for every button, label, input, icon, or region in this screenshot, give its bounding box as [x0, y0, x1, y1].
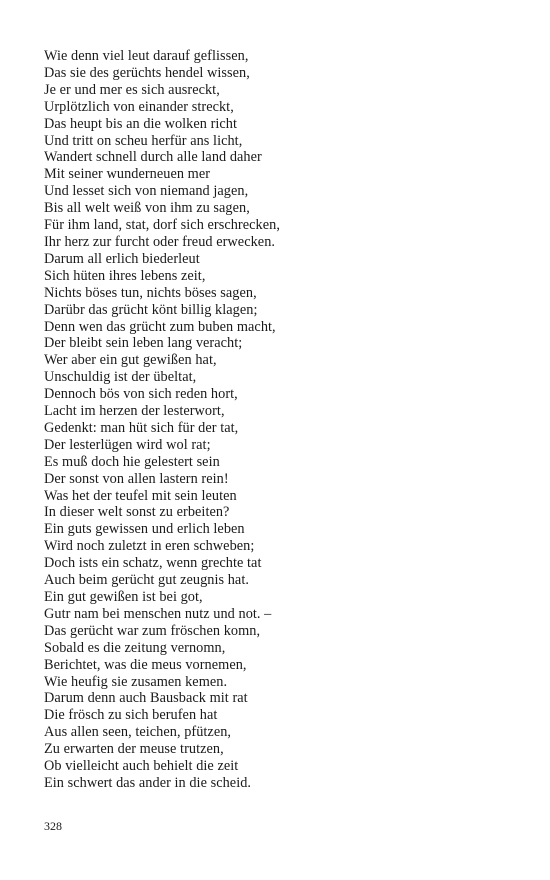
poem-line: Der sonst von allen lastern rein!	[44, 470, 229, 487]
poem-line: Wie heufig sie zusamen kemen.	[44, 673, 228, 690]
poem-line: Es muß doch hie gelestert sein	[44, 453, 220, 470]
poem-line: Gutr nam bei menschen nutz und not. –	[44, 605, 272, 622]
poem-line: Bis all welt weiß von ihm zu sagen,	[44, 200, 250, 217]
poem-text-block	[44, 48, 514, 792]
poem-line: Wandert schnell durch alle land daher	[44, 149, 262, 166]
poem-line: Wird noch zuletzt in eren schweben;	[44, 538, 255, 555]
poem-line: Wer aber ein gut gewißen hat,	[44, 352, 217, 369]
poem-line: In dieser welt sonst zu erbeiten?	[44, 504, 230, 521]
poem-line: Aus allen seen, teichen, pfützen,	[44, 724, 232, 741]
poem-line: Ein schwert das ander in die scheid.	[44, 774, 252, 791]
poem-line: Das gerücht war zum fröschen komn,	[44, 622, 261, 639]
poem-line: Nichts böses tun, nichts böses sagen,	[44, 284, 257, 301]
poem-line: Ein guts gewissen und erlich leben	[44, 521, 245, 538]
poem-line: Die frösch zu sich berufen hat	[44, 707, 218, 724]
poem-line: Darum all erlich biederleut	[44, 250, 200, 267]
poem-line: Ein gut gewißen ist bei got,	[44, 589, 203, 605]
poem-line: Unschuldig ist der übeltat,	[44, 369, 197, 386]
poem-line: Berichtet, was die meus vornemen,	[44, 656, 247, 673]
poem-line: Mit seiner wunderneuen mer	[44, 166, 211, 183]
poem-line: Ob vielleicht auch behielt die zeit	[44, 758, 239, 775]
poem-line: Darum denn auch Bausback mit rat	[44, 690, 248, 707]
poem-line: Urplötzlich von einander streckt,	[44, 98, 234, 115]
poem-line: Wie denn viel leut darauf geflissen,	[44, 48, 249, 64]
poem-line: Je er und mer es sich ausreckt,	[44, 81, 220, 98]
poem-line: Und tritt on scheu herfür ans licht,	[44, 132, 243, 149]
poem-line: Der lesterlügen wird wol rat;	[44, 436, 211, 453]
poem-line: Lacht im herzen der lesterwort,	[44, 403, 225, 420]
poem-line: Doch ists ein schatz, wenn grechte tat	[44, 555, 262, 572]
poem-line: Das heupt bis an die wolken richt	[44, 115, 238, 132]
poem-line: Was het der teufel mit sein leuten	[44, 487, 237, 504]
poem-line: Sich hüten ihres lebens zeit,	[44, 267, 206, 284]
poem-line: Ihr herz zur furcht oder freud erwecken.	[44, 233, 276, 250]
poem-line: Zu erwarten der meuse trutzen,	[44, 741, 224, 758]
poem-line: Sobald es die zeitung vernomn,	[44, 639, 226, 656]
poem-line: Denn wen das grücht zum buben macht,	[44, 318, 276, 335]
poem-line: Das sie des gerüchts hendel wissen,	[44, 64, 250, 81]
poem-line: Für ihm land, stat, dorf sich erschrecken,	[44, 217, 280, 234]
poem-line: Gedenkt: man hüt sich für der tat,	[44, 419, 239, 436]
poem-line: Darübr das grücht könt billig klagen;	[44, 301, 258, 318]
poem-line: Der bleibt sein leben lang veracht;	[44, 335, 243, 352]
poem-line: Auch beim gerücht gut zeugnis hat.	[44, 572, 249, 589]
poem-line: Dennoch bös von sich reden hort,	[44, 386, 238, 403]
page-number: 328	[44, 819, 62, 833]
poem-line: Und lesset sich von niemand jagen,	[44, 183, 249, 200]
